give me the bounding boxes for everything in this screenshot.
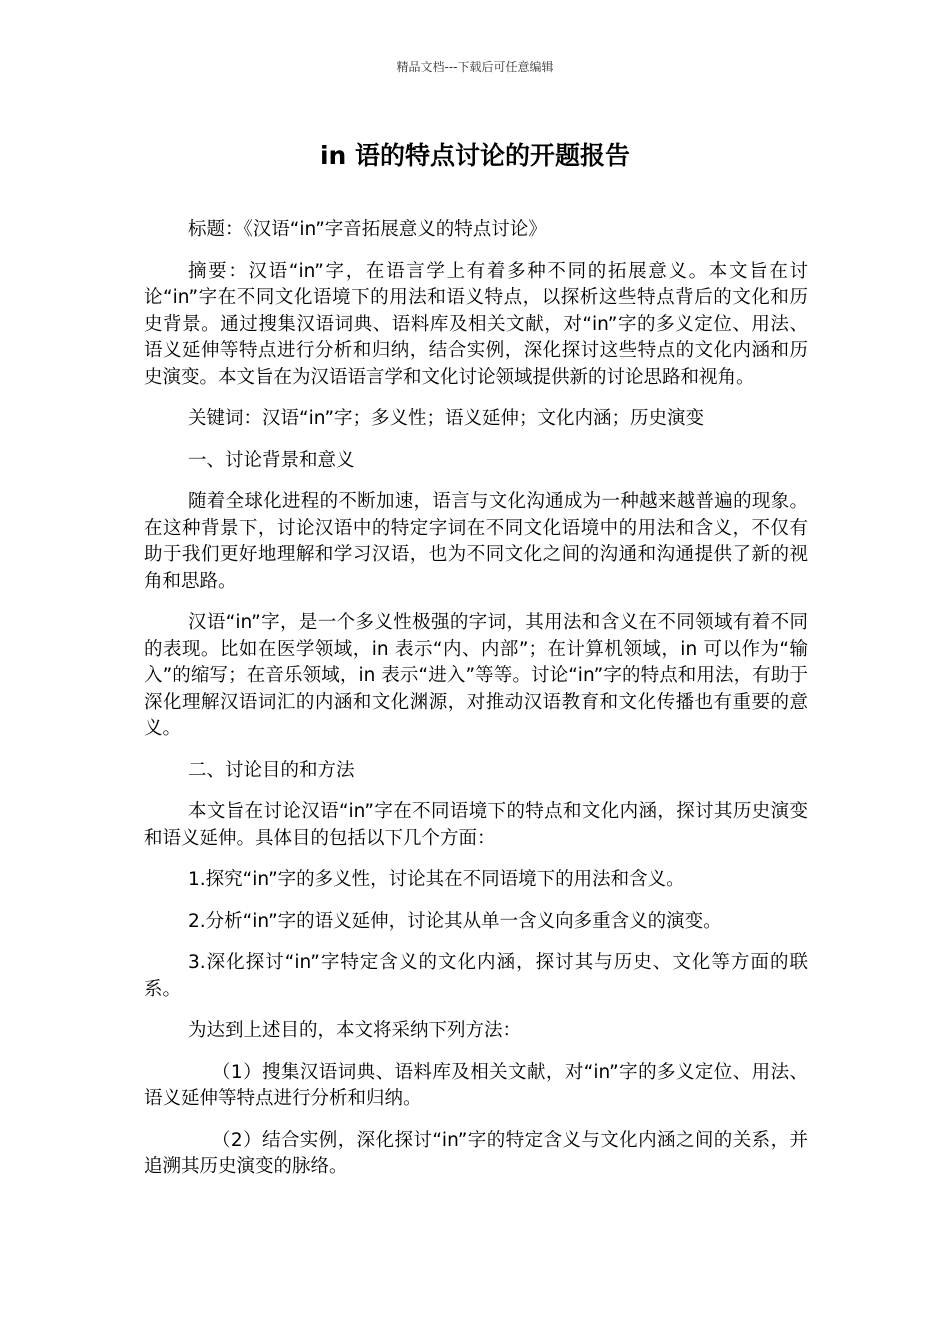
- purpose-paragraph: 本文旨在讨论汉语“in”字在不同语境下的特点和文化内涵，探讨其历史演变和语义延伸。具体目的包括以下几个方面：: [144, 801, 808, 849]
- keywords-line: 关键词：汉语“in”字；多义性；语义延伸；文化内涵；历史演变: [188, 408, 705, 429]
- section-heading-purpose: 二、讨论目的和方法: [188, 759, 355, 781]
- method-item-2: （2）结合实例，深化探讨“in”字的特定含义与文化内涵之间的关系，并追溯其历史演变的脉络。: [144, 1129, 808, 1177]
- method-intro: 为达到上述目的，本文将采纳下列方法：: [188, 1020, 522, 1041]
- method-item-1: （1）搜集汉语词典、语料库及相关文献，对“in”字的多义定位、用法、语义延伸等特点进行分析和归纳。: [144, 1061, 808, 1109]
- document-body: [144, 217, 808, 1196]
- purpose-item-2: 2.分析“in”字的语义延伸，讨论其从单一含义向多重含义的演变。: [188, 910, 722, 932]
- purpose-item-3: 3.深化探讨“in”字特定含义的文化内涵，探讨其与历史、文化等方面的联系。: [144, 952, 808, 1000]
- purpose-item-1: 1.探究“in”字的多义性，讨论其在不同语境下的用法和含义。: [188, 869, 685, 890]
- title-line: 标题：《汉语“in”字音拓展意义的特点讨论》: [188, 219, 547, 240]
- background-paragraph-2: 汉语“in”字，是一个多义性极强的字词，其用法和含义在不同领域有着不同的表现。比如在医学领域，in 表示“内、内部”；在计算机领域，in 可以作为“输入”的缩写；在音乐领域，in 表示“进入”等等。讨论“in”字的特点和用法，有助于深化理解汉语词汇的内涵和文化渊源，对推动汉语教育和文化传播也有重要的意义。: [144, 612, 808, 739]
- abstract-paragraph: 摘要：汉语“in”字，在语言学上有着多种不同的拓展意义。本文旨在讨论“in”字在不同文化语境下的用法和语义特点，以探析这些特点背后的文化和历史背景。通过搜集汉语词典、语料库及相关文献，对“in”字的多义定位、用法、语义延伸等特点进行分析和归纳，结合实例，深化探讨这些特点的文化内涵和历史演变。本文旨在为汉语语言学和文化讨论领域提供新的讨论思路和视角。: [144, 260, 808, 388]
- page-header: 精品文档---下载后可任意编辑: [396, 60, 554, 74]
- section-heading-background: 一、讨论背景和意义: [188, 449, 355, 471]
- background-paragraph-1: 随着全球化进程的不断加速，语言与文化沟通成为一种越来越普遍的现象。在这种背景下，讨论汉语中的特定字词在不同文化语境中的用法和含义，不仅有助于我们更好地理解和学习汉语，也为不同文化之间的沟通和沟通提供了新的视角和思路。: [144, 491, 808, 592]
- document-title: in 语的特点讨论的开题报告: [319, 141, 631, 170]
